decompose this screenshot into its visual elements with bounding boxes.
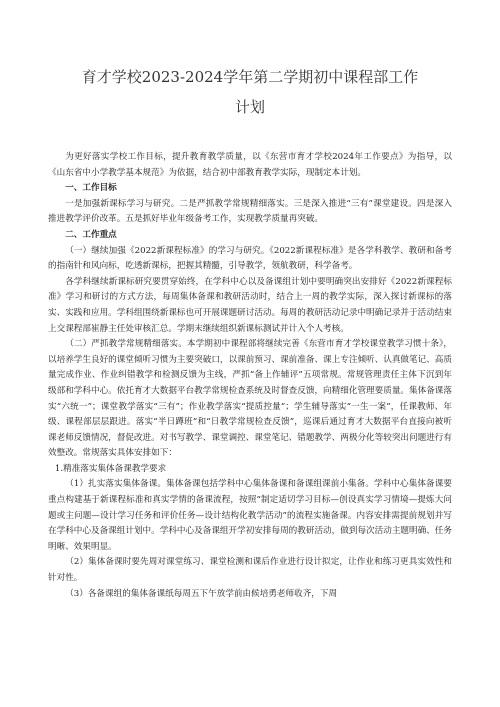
section-heading-focus: 二、工作重点: [65, 229, 117, 240]
title-line-2: 计划: [234, 98, 265, 116]
prep-item-1: （1）扎实落实集体备课。集体备课包括学科中心集体备课和备课组课前小集备。学科中心集体备课要重点构建基于新课程标准和真实学情的备课流程，按照“制定适切学习目标—创设真实学习情境—提炼大问题或主问题—设计学习任务和评价任务—设计结构化教学活动”的流程实施备课。内容安排需提前规划并写在学科中心及备课组计划中。学科中心及备课组开学初安排每周的教研活动，做到每次活动主题明确、任务明晰、效果明显。: [48, 479, 452, 552]
focus-paragraph-1: （一）继续加强《2022新课程标准》的学习与研究。《2022新课程标准》是各学科教学、教研和备考的指南针和风向标，吃透新课标，把握其精髓，引导教学，领航教研，科学备考。: [48, 245, 452, 272]
document-body: [48, 150, 452, 602]
section-heading-goals: 一、工作目标: [65, 183, 117, 194]
document-title: [48, 64, 452, 90]
prep-item-3: （3）各备课组的集体备课纸每周五下午放学前由候培勇老师收齐，下周: [65, 588, 338, 599]
focus-paragraph-2: 各学科继续新课标研究要贯穿始终，在学科中心以及备课组计划中要明确突出安排好《2022新课程标准》学习和研讨的方式方法，每周集体备课和教研活动时，结合上一周的教学实际，深入探讨新课标的落实、实践和应用。学科组围绕新课标也可开展课题研讨活动。每周的教研活动记录中明确记录并于活动结束上交课程部崔静主任处审核汇总。学期末继续组织新课标测试并计入个人考核。: [48, 276, 452, 334]
goals-paragraph: 一是加强新课标学习与研究。二是严抓教学常规精细落实。三是深入推进“三有”课堂建设。四是深入推进教学评价改革。五是抓好毕业年级备考工作，实现教学质量再突破。: [48, 198, 452, 225]
document-title-continued: [48, 94, 452, 120]
prep-item-2: （2）集体备课时要先周对课堂练习、课堂检测和课后作业进行设计拟定，让作业和练习更具实效性和针对性。: [48, 557, 452, 584]
focus-paragraph-3: （二）严抓教学常规精细落实。本学期初中课程部将继续完善《东营市育才学校课堂教学习惯十条》，以培养学生良好的课堂倾听习惯为主要突破口，以课前预习、课前准备、课上专注倾听、认真做笔记、高质量完成作业、作业纠错教学和检测反馈为主线，严抓“备上作辅评”五项常规。常规管理责任主体下沉到年级部和学科中心。依托育才大数据平台教学常规检查系统及时督查反馈，向精细化管理要质量。集体备课落实“六统一”；课堂教学落实“三有”；作业教学落实“提质控量”；学生辅导落实“一生一案”，任课教师、年级、课程部层层跟进。落实“半日蹲班”和“日教学常规检查反馈”，巡课后通过育才大数据平台直接向被听课老师反馈情况，督促改进。对书写教学、课堂调控、课堂笔记、错题教学、两极分化等较突出问题进行有效整改。常规落实具体安排如下：: [48, 339, 452, 459]
title-line-1: 育才学校2023-2024学年第二学期初中课程部工作: [81, 68, 419, 86]
intro-paragraph: 为更好落实学校工作目标，提升教育教学质量，以《东营市育才学校2024年工作要点》为指导，以《山东省中小学教学基本规范》为依据，结合初中部教育教学实际，现制定本计划。: [48, 152, 452, 178]
subheading-collective-prep: 1.精准落实集体备课教学要求: [54, 463, 167, 474]
